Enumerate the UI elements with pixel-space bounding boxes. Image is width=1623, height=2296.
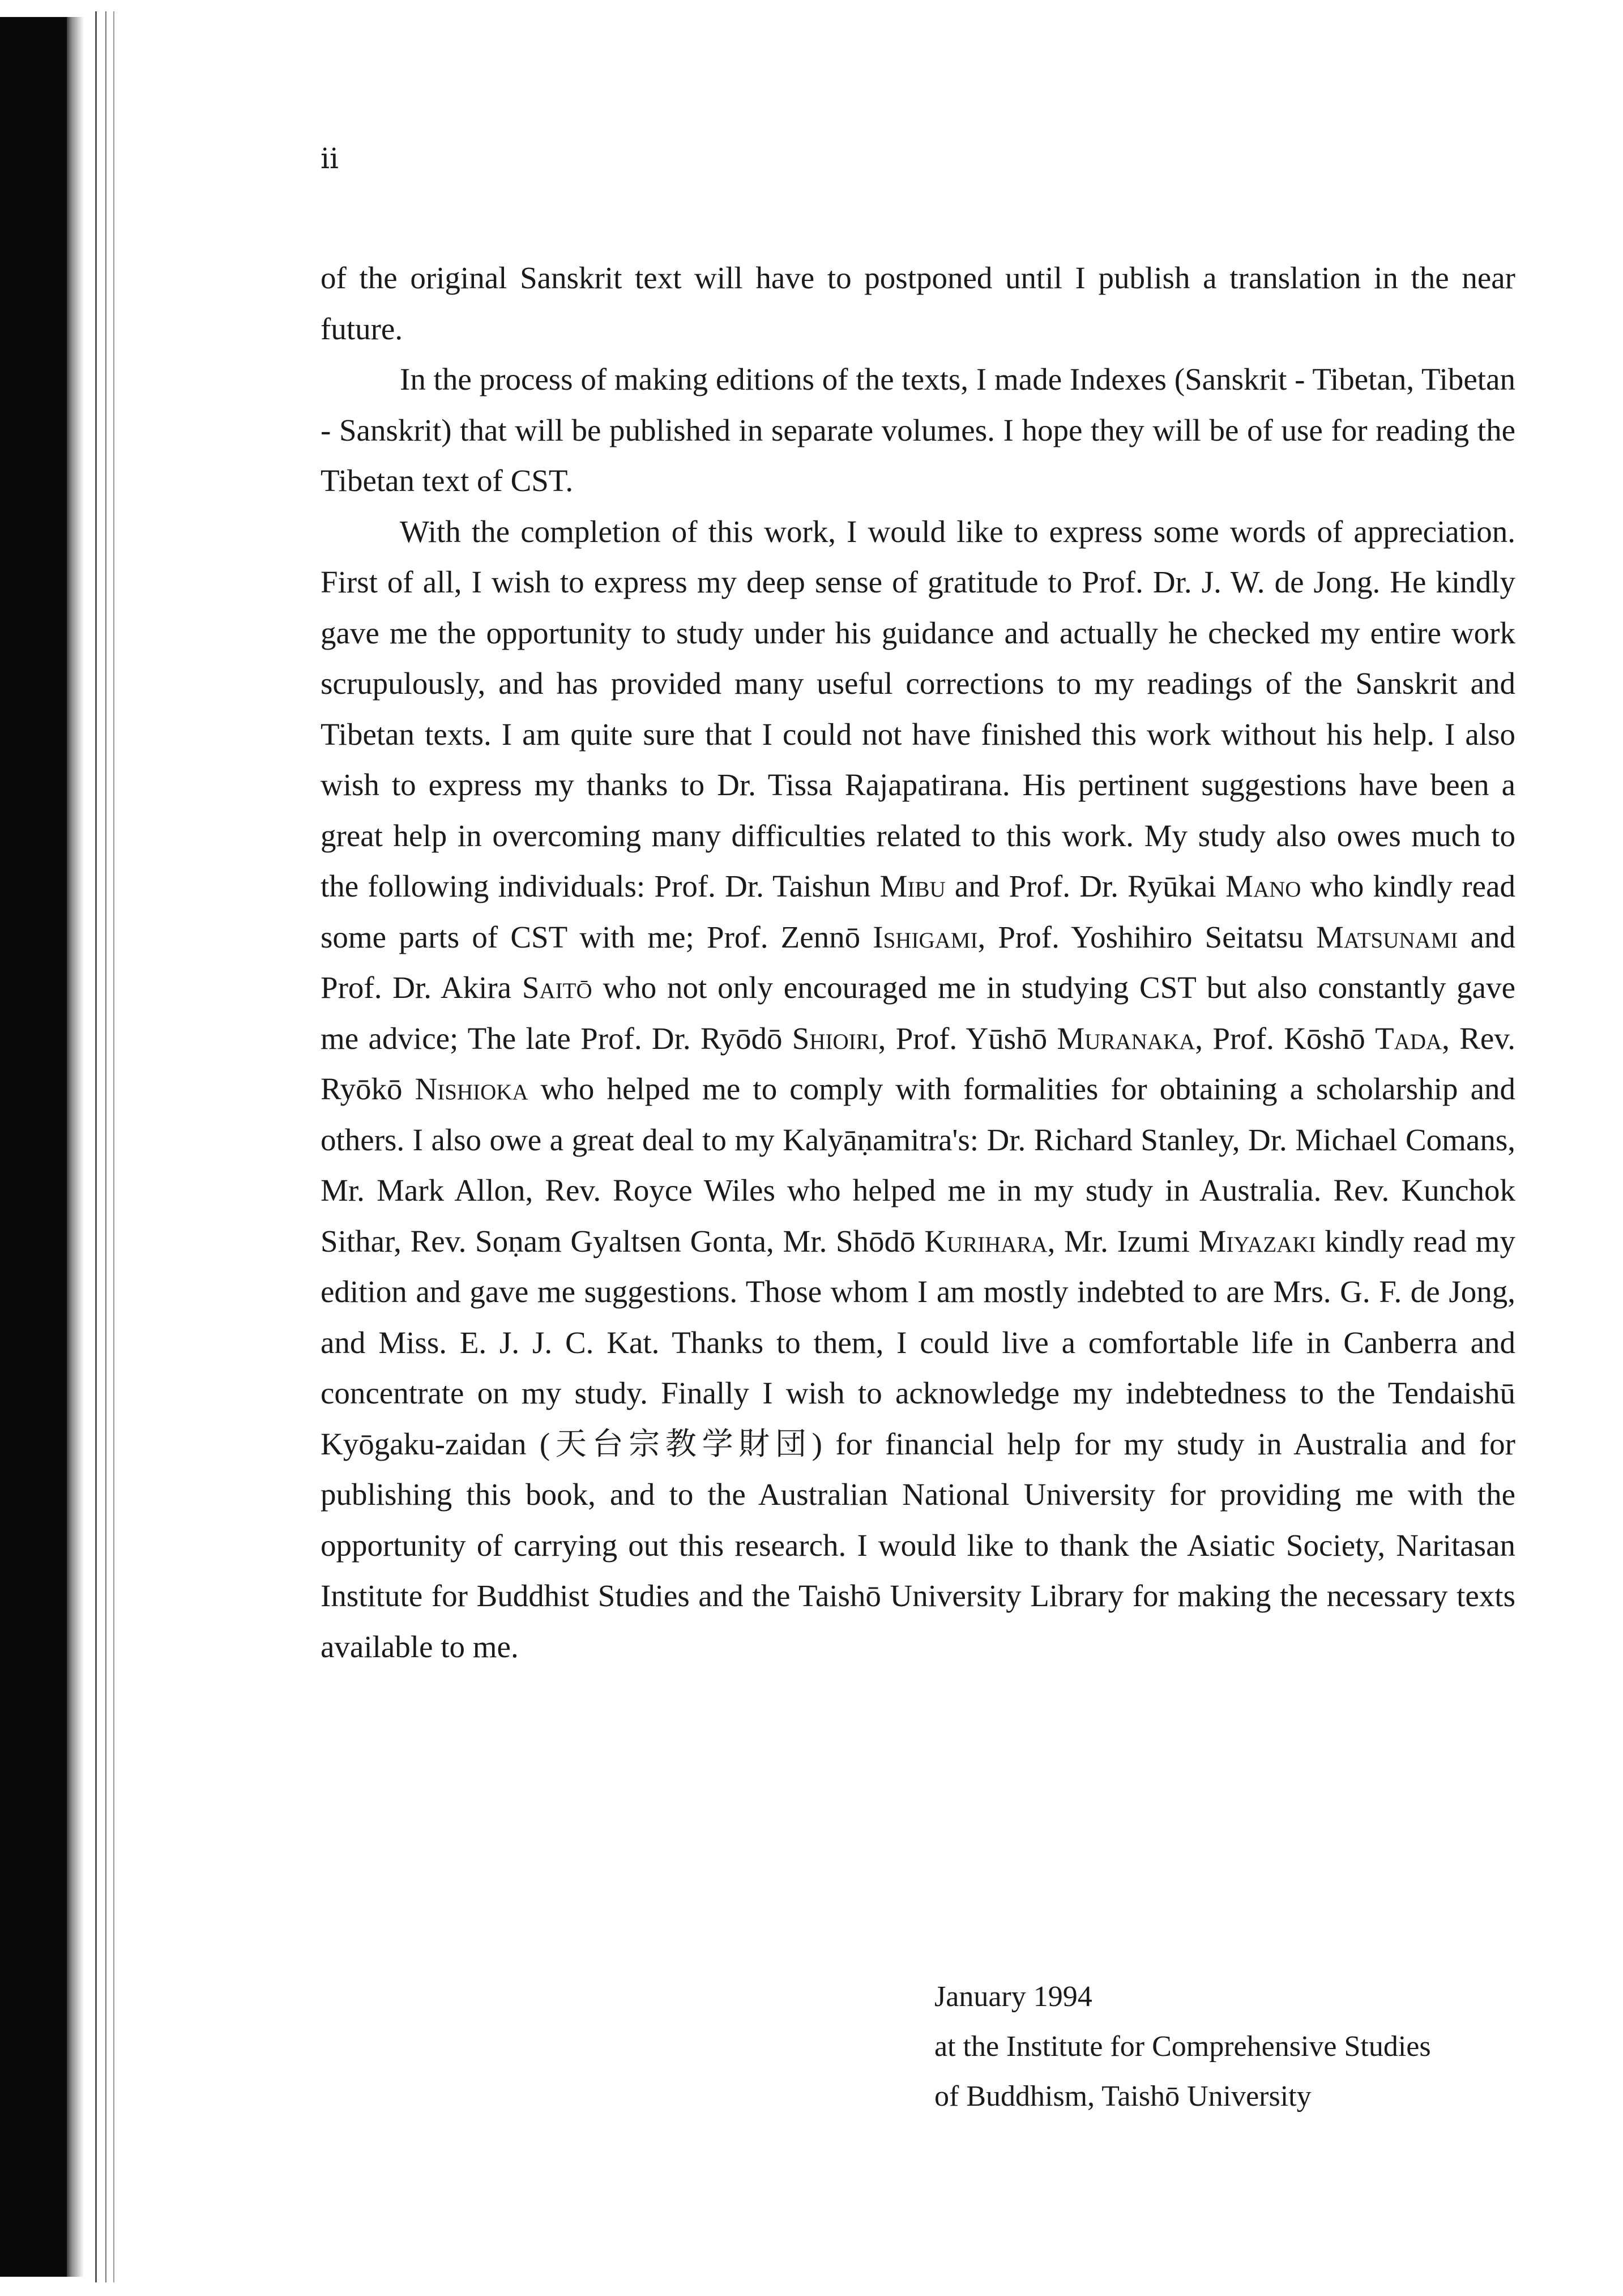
text-segment: , Rev. Ryōkō bbox=[321, 1021, 1516, 1106]
text-segment: and Prof. Dr. Ryūkai bbox=[945, 869, 1226, 903]
binding-shadow bbox=[0, 17, 67, 2277]
text-segment: With the completion of this work, I would like to express some words of appreciation. First of all, I wish to express my deep sense of gratitude to Prof. Dr. J. W. de Jong. He kindly gave me the opportunity to study under his guidance and actually he checked my entire work scrupulously, and has provided many useful corrections to my readings of the Sanskrit and Tibetan texts. I am quite sure that I could not have finished this work without his help. I also wish to express my thanks to Dr. Tissa Rajapatirana. His pertinent suggestions have been a great help in overcoming many difficulties related to this work. My study also owes much to the following individuals: Prof. Dr. Taishun bbox=[321, 514, 1515, 903]
surname: Ishigami bbox=[873, 919, 978, 954]
text-segment: who not only encouraged me in studying CST but also constantly gave me advice; The late Prof. Dr. Ryōdō bbox=[321, 970, 1515, 1056]
surname: Tada bbox=[1375, 1021, 1442, 1056]
surname: Shioiri bbox=[792, 1021, 878, 1056]
text-segment: who kindly read some parts of CST with me; Prof. Zennō bbox=[321, 869, 1515, 954]
signature-date: January 1994 bbox=[934, 1981, 1092, 2013]
signature-institution: at the Institute for Comprehensive Studies bbox=[934, 2030, 1431, 2063]
paragraph-3 bbox=[321, 506, 1515, 1672]
surname: Saitō bbox=[522, 970, 592, 1005]
preface-body bbox=[321, 253, 1515, 1672]
surname: Miyazaki bbox=[1198, 1223, 1316, 1258]
binding-edge-line bbox=[113, 11, 114, 2282]
surname: Mibu bbox=[879, 869, 946, 903]
binding-edge-line bbox=[105, 11, 106, 2282]
text-segment: , Prof. Yūshō bbox=[878, 1021, 1057, 1056]
surname: Kurihara bbox=[924, 1223, 1048, 1258]
text-segment: and Prof. Dr. Akira bbox=[321, 919, 1515, 1005]
surname: Mano bbox=[1225, 869, 1301, 903]
binding-edge-line bbox=[95, 11, 97, 2282]
surname: Matsunami bbox=[1316, 919, 1458, 954]
paragraph-2: In the process of making editions of the texts, I made Indexes (Sanskrit - Tibetan, Tibetan - Sanskrit) that will be published in separate volumes. I hope they will be of use for reading the Tibetan text of CST. bbox=[321, 362, 1515, 498]
signature-block bbox=[934, 1972, 1431, 2122]
text-segment: who helped me to comply with formalities for obtaining a scholarship and others. I also owe a great deal to my Kalyāṇamitra's: Dr. Richard Stanley, Dr. Michael Comans, Mr. Mark Allon, Rev. Royce Wiles who helped me in my study in Australia. Rev. Kunchok Sithar, Rev. Soṇam Gyaltsen Gonta, Mr. Shōdō bbox=[321, 1072, 1516, 1258]
text-segment: , Prof. Yoshihiro Seitatsu bbox=[977, 919, 1316, 954]
surname: Muranaka bbox=[1057, 1021, 1195, 1056]
surname: Nishioka bbox=[415, 1072, 528, 1106]
text-segment: kindly read my edition and gave me suggestions. Those whom I am mostly indebted to are Mrs. G. F. de Jong, and Miss. E. J. J. C. Kat. Thanks to them, I could live a comfortable life in Canberra and concentrate on my study. Finally I wish to acknowledge my indebtedness to the Tendaishū Kyōgaku-zaidan (天台宗教学財団) for financial help for my study in Australia and for publishing this book, and to the Australian National University for providing me with the opportunity of carrying out this research. I would like to thank the Asiatic Society, Naritasan Institute for Buddhist Studies and the Taishō University Library for making the necessary texts available to me. bbox=[321, 1223, 1515, 1664]
paragraph-1: of the original Sanskrit text will have to postponed until I publish a translation in the near future. bbox=[321, 261, 1515, 346]
signature-university: of Buddhism, Taishō University bbox=[934, 2080, 1312, 2113]
text-segment: , Mr. Izumi bbox=[1047, 1223, 1199, 1258]
text-segment: , Prof. Kōshō bbox=[1195, 1021, 1376, 1056]
page-number: ii bbox=[321, 142, 339, 175]
